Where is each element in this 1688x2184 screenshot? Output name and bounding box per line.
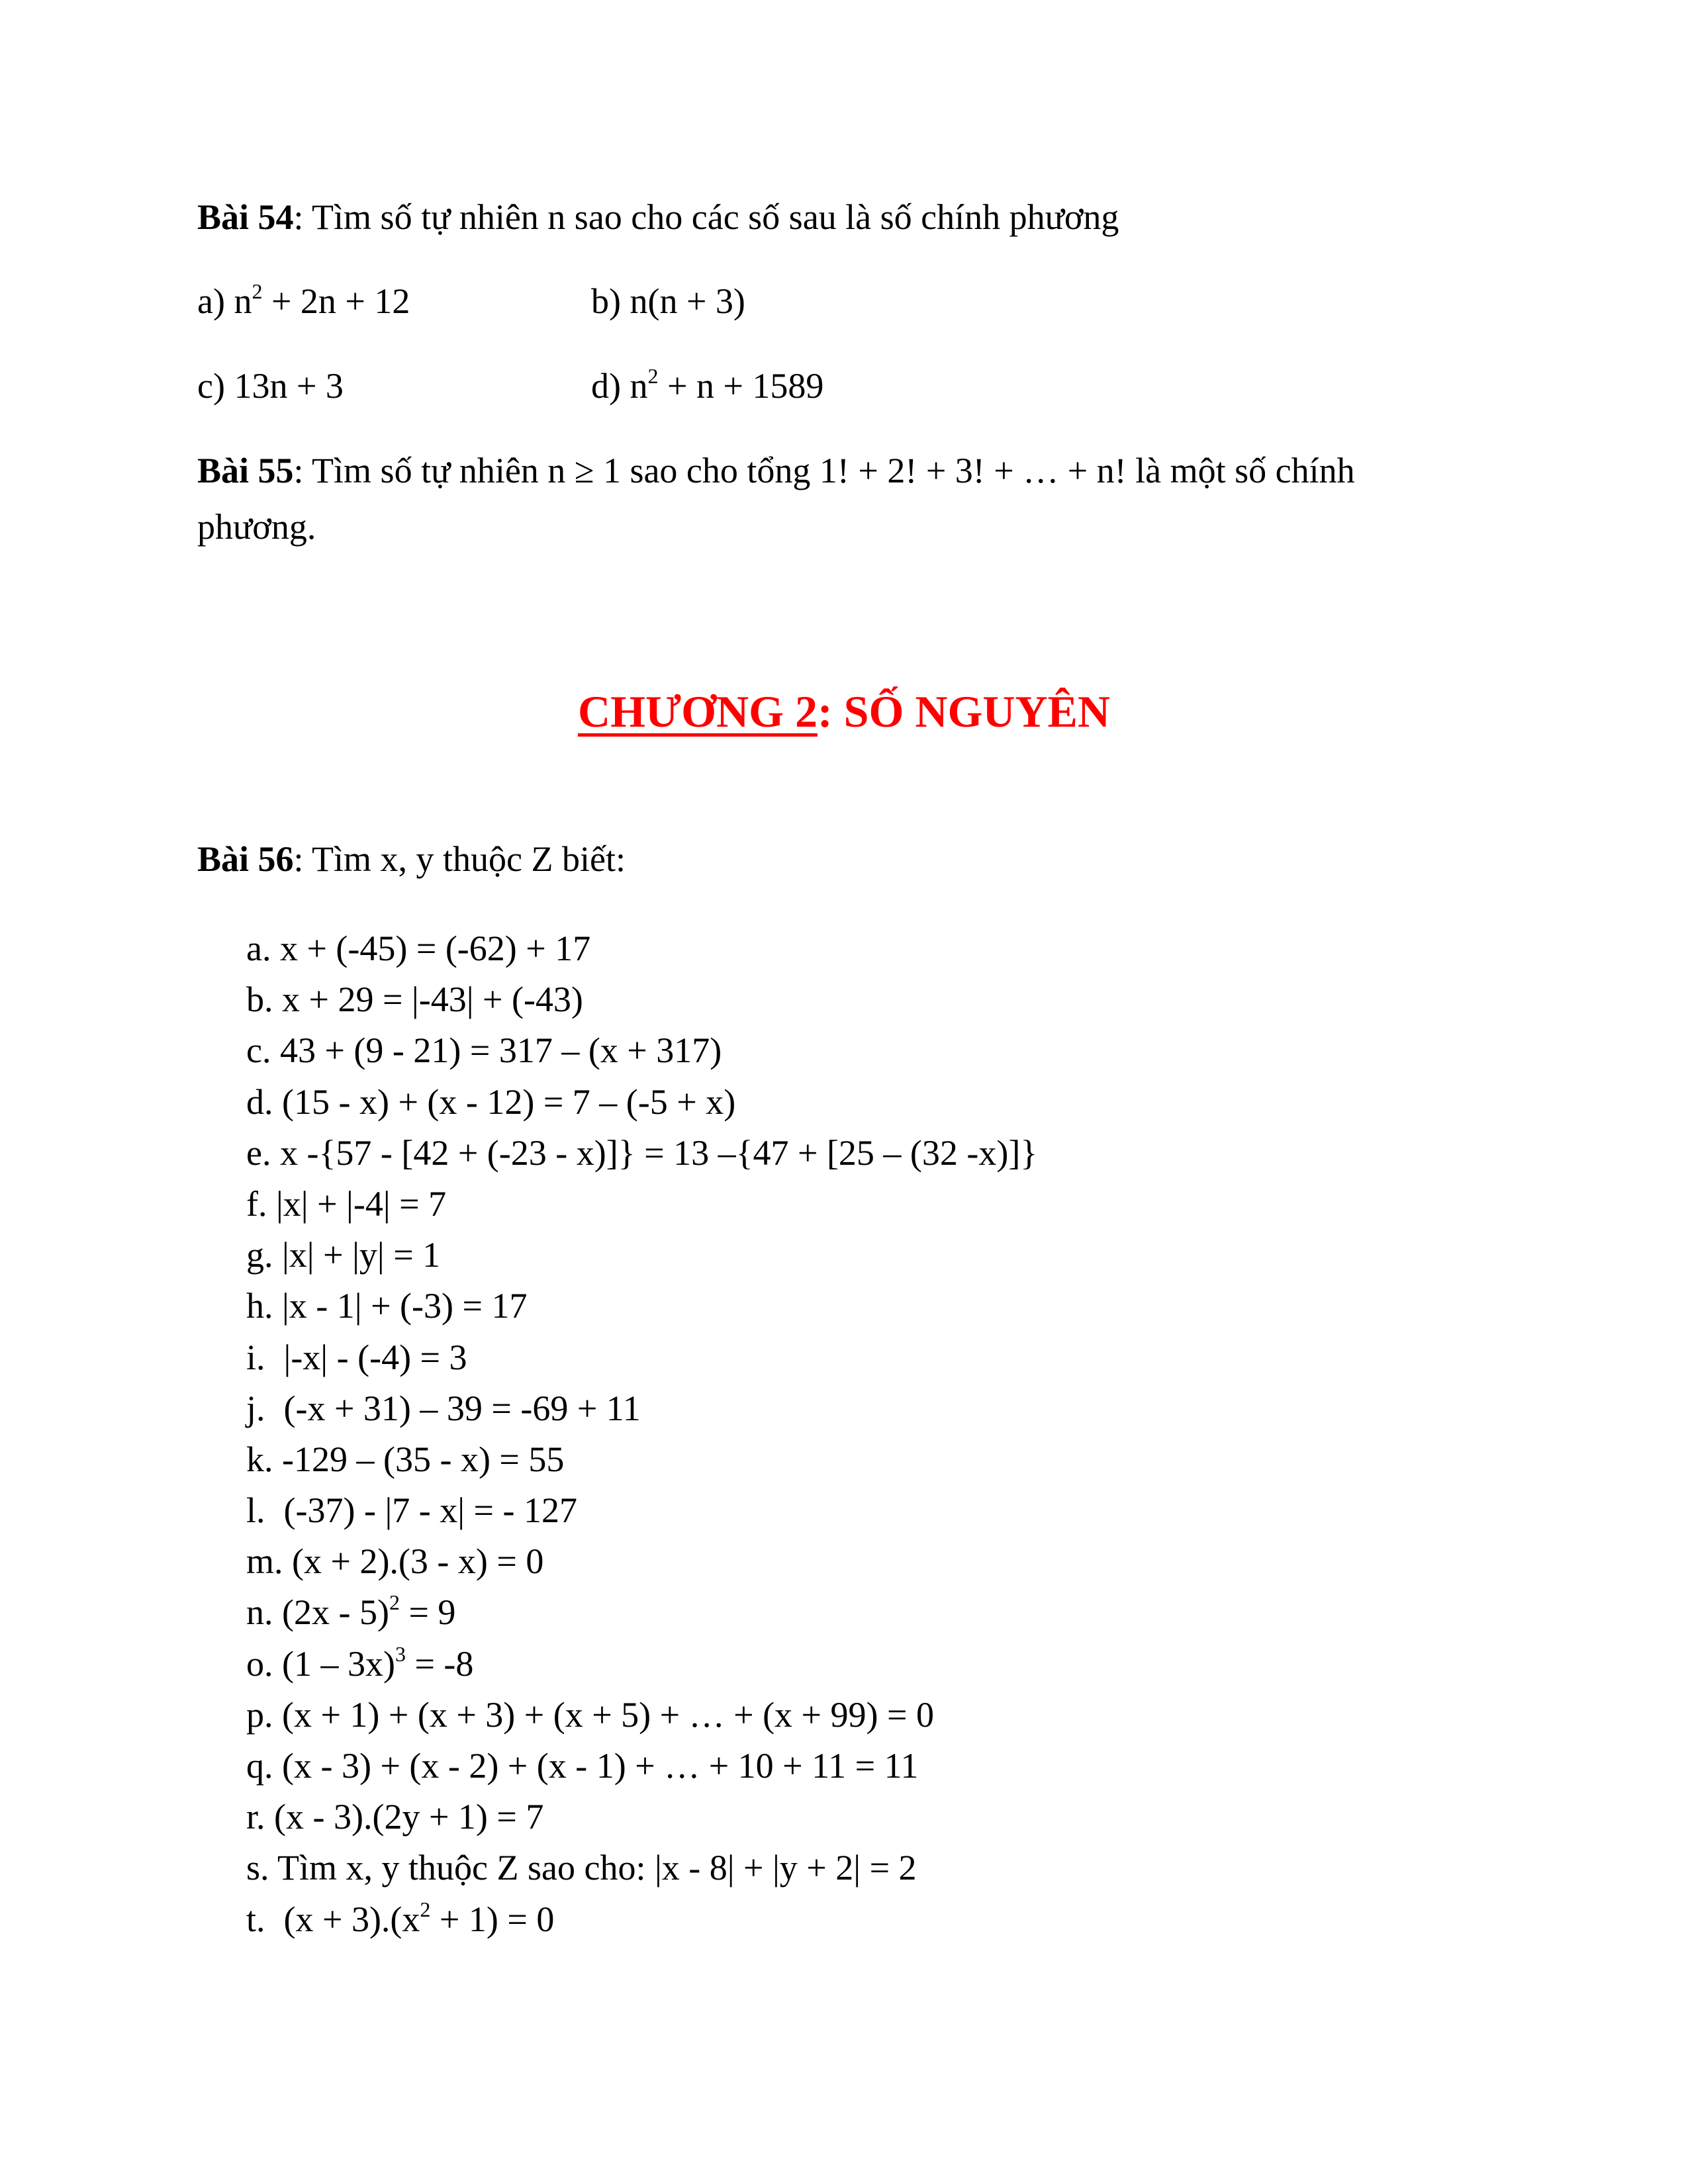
equation-text: (x + 3).(x — [283, 1899, 420, 1939]
equation-exponent: 2 — [420, 1897, 431, 1921]
equation-item — [246, 1485, 1037, 1536]
equation-text: |x| + |-4| = 7 — [267, 1183, 447, 1224]
equation-label: l. — [246, 1490, 265, 1531]
equation-label: i. — [246, 1337, 265, 1377]
equation-text: |-x| - (-4) = 3 — [283, 1337, 467, 1377]
equation-item — [246, 1792, 1037, 1843]
exercise-54-part-d — [591, 366, 823, 410]
equation-text: |x| + |y| = 1 — [273, 1235, 441, 1275]
exercise-54-part-a — [197, 281, 410, 326]
exercise-56-label: Bài 56 — [197, 839, 294, 879]
exercise-55-text-continued: phương. — [197, 507, 316, 547]
equation-text: |x - 1| + (-3) = 17 — [273, 1286, 528, 1326]
equation-item — [246, 1179, 1037, 1230]
part-a-text-end: + 2n + 12 — [262, 281, 410, 321]
part-a-exponent: 2 — [252, 279, 263, 303]
exercise-55-heading — [197, 451, 1355, 490]
part-d-text-end: + n + 1589 — [658, 366, 824, 406]
equation-item — [246, 1383, 1037, 1434]
equation-text-end: + 1) = 0 — [430, 1899, 555, 1939]
equation-item — [246, 1894, 1037, 1945]
equation-text: (x - 3) + (x - 2) + (x - 1) + … + 10 + 11 = 11 — [273, 1746, 919, 1786]
equation-text: x -{57 - [42 + (-23 - x)]} = 13 –{47 + [25 – (32 -x)]} — [271, 1132, 1038, 1173]
equation-label: n. — [246, 1592, 273, 1633]
equation-label: b. — [246, 979, 273, 1020]
equation-label: e. — [246, 1132, 271, 1173]
equation-text: x + (-45) = (-62) + 17 — [271, 929, 591, 968]
exercise-56-text: : Tìm x, y thuộc Z biết: — [293, 839, 626, 879]
equation-text: (x + 1) + (x + 3) + (x + 5) + … + (x + 99) = 0 — [273, 1694, 934, 1735]
equation-text: -129 – (35 - x) = 55 — [273, 1439, 565, 1479]
equation-text: (x + 2).(3 - x) = 0 — [283, 1541, 544, 1582]
exercise-56-heading — [197, 839, 626, 879]
chapter-number: CHƯƠNG 2 — [577, 686, 818, 737]
part-d-exponent: 2 — [647, 364, 659, 388]
equation-text: (-37) - |7 - x| = - 127 — [283, 1490, 577, 1531]
equation-item — [246, 1434, 1037, 1485]
equation-item — [246, 1536, 1037, 1587]
part-a-text: a) n — [197, 281, 252, 321]
chapter-title: : SỐ NGUYÊN — [817, 686, 1111, 737]
equation-text: (1 – 3x) — [273, 1643, 395, 1684]
equation-item — [246, 1843, 1037, 1893]
equation-item — [246, 974, 1037, 1025]
equation-item — [246, 1128, 1037, 1179]
equation-label: t. — [246, 1899, 265, 1939]
equation-item — [246, 1690, 1037, 1741]
equation-text-end: = -8 — [405, 1643, 474, 1684]
equation-item — [246, 1741, 1037, 1792]
equation-text: (2x - 5) — [273, 1592, 389, 1633]
equation-item — [246, 923, 1037, 974]
equation-label: m. — [246, 1541, 283, 1582]
equation-text: Tìm x, y thuộc Z sao cho: |x - 8| + |y + 2| = 2 — [269, 1848, 917, 1888]
equation-item — [246, 1332, 1037, 1383]
equation-label: o. — [246, 1643, 273, 1684]
equation-item — [246, 1025, 1037, 1076]
equation-label: a. — [246, 929, 271, 968]
equation-label: k. — [246, 1439, 273, 1479]
equation-item — [246, 1281, 1037, 1332]
equation-text-end: = 9 — [399, 1592, 456, 1633]
equation-label: c. — [246, 1030, 271, 1071]
equation-label: q. — [246, 1746, 273, 1786]
equation-label: g. — [246, 1235, 273, 1275]
equation-item — [246, 1587, 1037, 1638]
exercise-54-heading — [197, 197, 1119, 237]
equation-exponent: 3 — [395, 1641, 406, 1666]
equation-label: f. — [246, 1183, 267, 1224]
equation-text: (15 - x) + (x - 12) = 7 – (-5 + x) — [273, 1081, 736, 1122]
equation-text: (x - 3).(2y + 1) = 7 — [265, 1797, 544, 1837]
exercise-54-label: Bài 54 — [197, 197, 294, 237]
equation-item — [246, 1639, 1037, 1690]
equation-label: p. — [246, 1694, 273, 1735]
exercise-54-text: : Tìm số tự nhiên n sao cho các số sau là số chính phương — [293, 197, 1119, 237]
equation-text: 43 + (9 - 21) = 317 – (x + 317) — [271, 1030, 722, 1071]
exercise-54-part-b: b) n(n + 3) — [591, 281, 745, 321]
equation-text: x + 29 = |-43| + (-43) — [273, 979, 583, 1020]
equation-text: (-x + 31) – 39 = -69 + 11 — [283, 1388, 641, 1428]
equation-list — [246, 923, 1037, 1945]
equation-item — [246, 1230, 1037, 1281]
equation-item — [246, 1077, 1037, 1128]
exercise-55-label: Bài 55 — [197, 451, 294, 490]
exercise-55-text: : Tìm số tự nhiên n ≥ 1 sao cho tổng 1! + 2! + 3! + … + n! là một số chính — [293, 451, 1355, 490]
equation-label: s. — [246, 1848, 269, 1888]
part-d-text: d) n — [591, 366, 648, 406]
equation-label: r. — [246, 1797, 265, 1837]
chapter-heading — [0, 685, 1688, 738]
equation-label: h. — [246, 1286, 273, 1326]
equation-exponent: 2 — [389, 1590, 400, 1615]
exercise-54-part-c: c) 13n + 3 — [197, 366, 344, 406]
equation-label: d. — [246, 1081, 273, 1122]
equation-label: j. — [246, 1388, 265, 1428]
